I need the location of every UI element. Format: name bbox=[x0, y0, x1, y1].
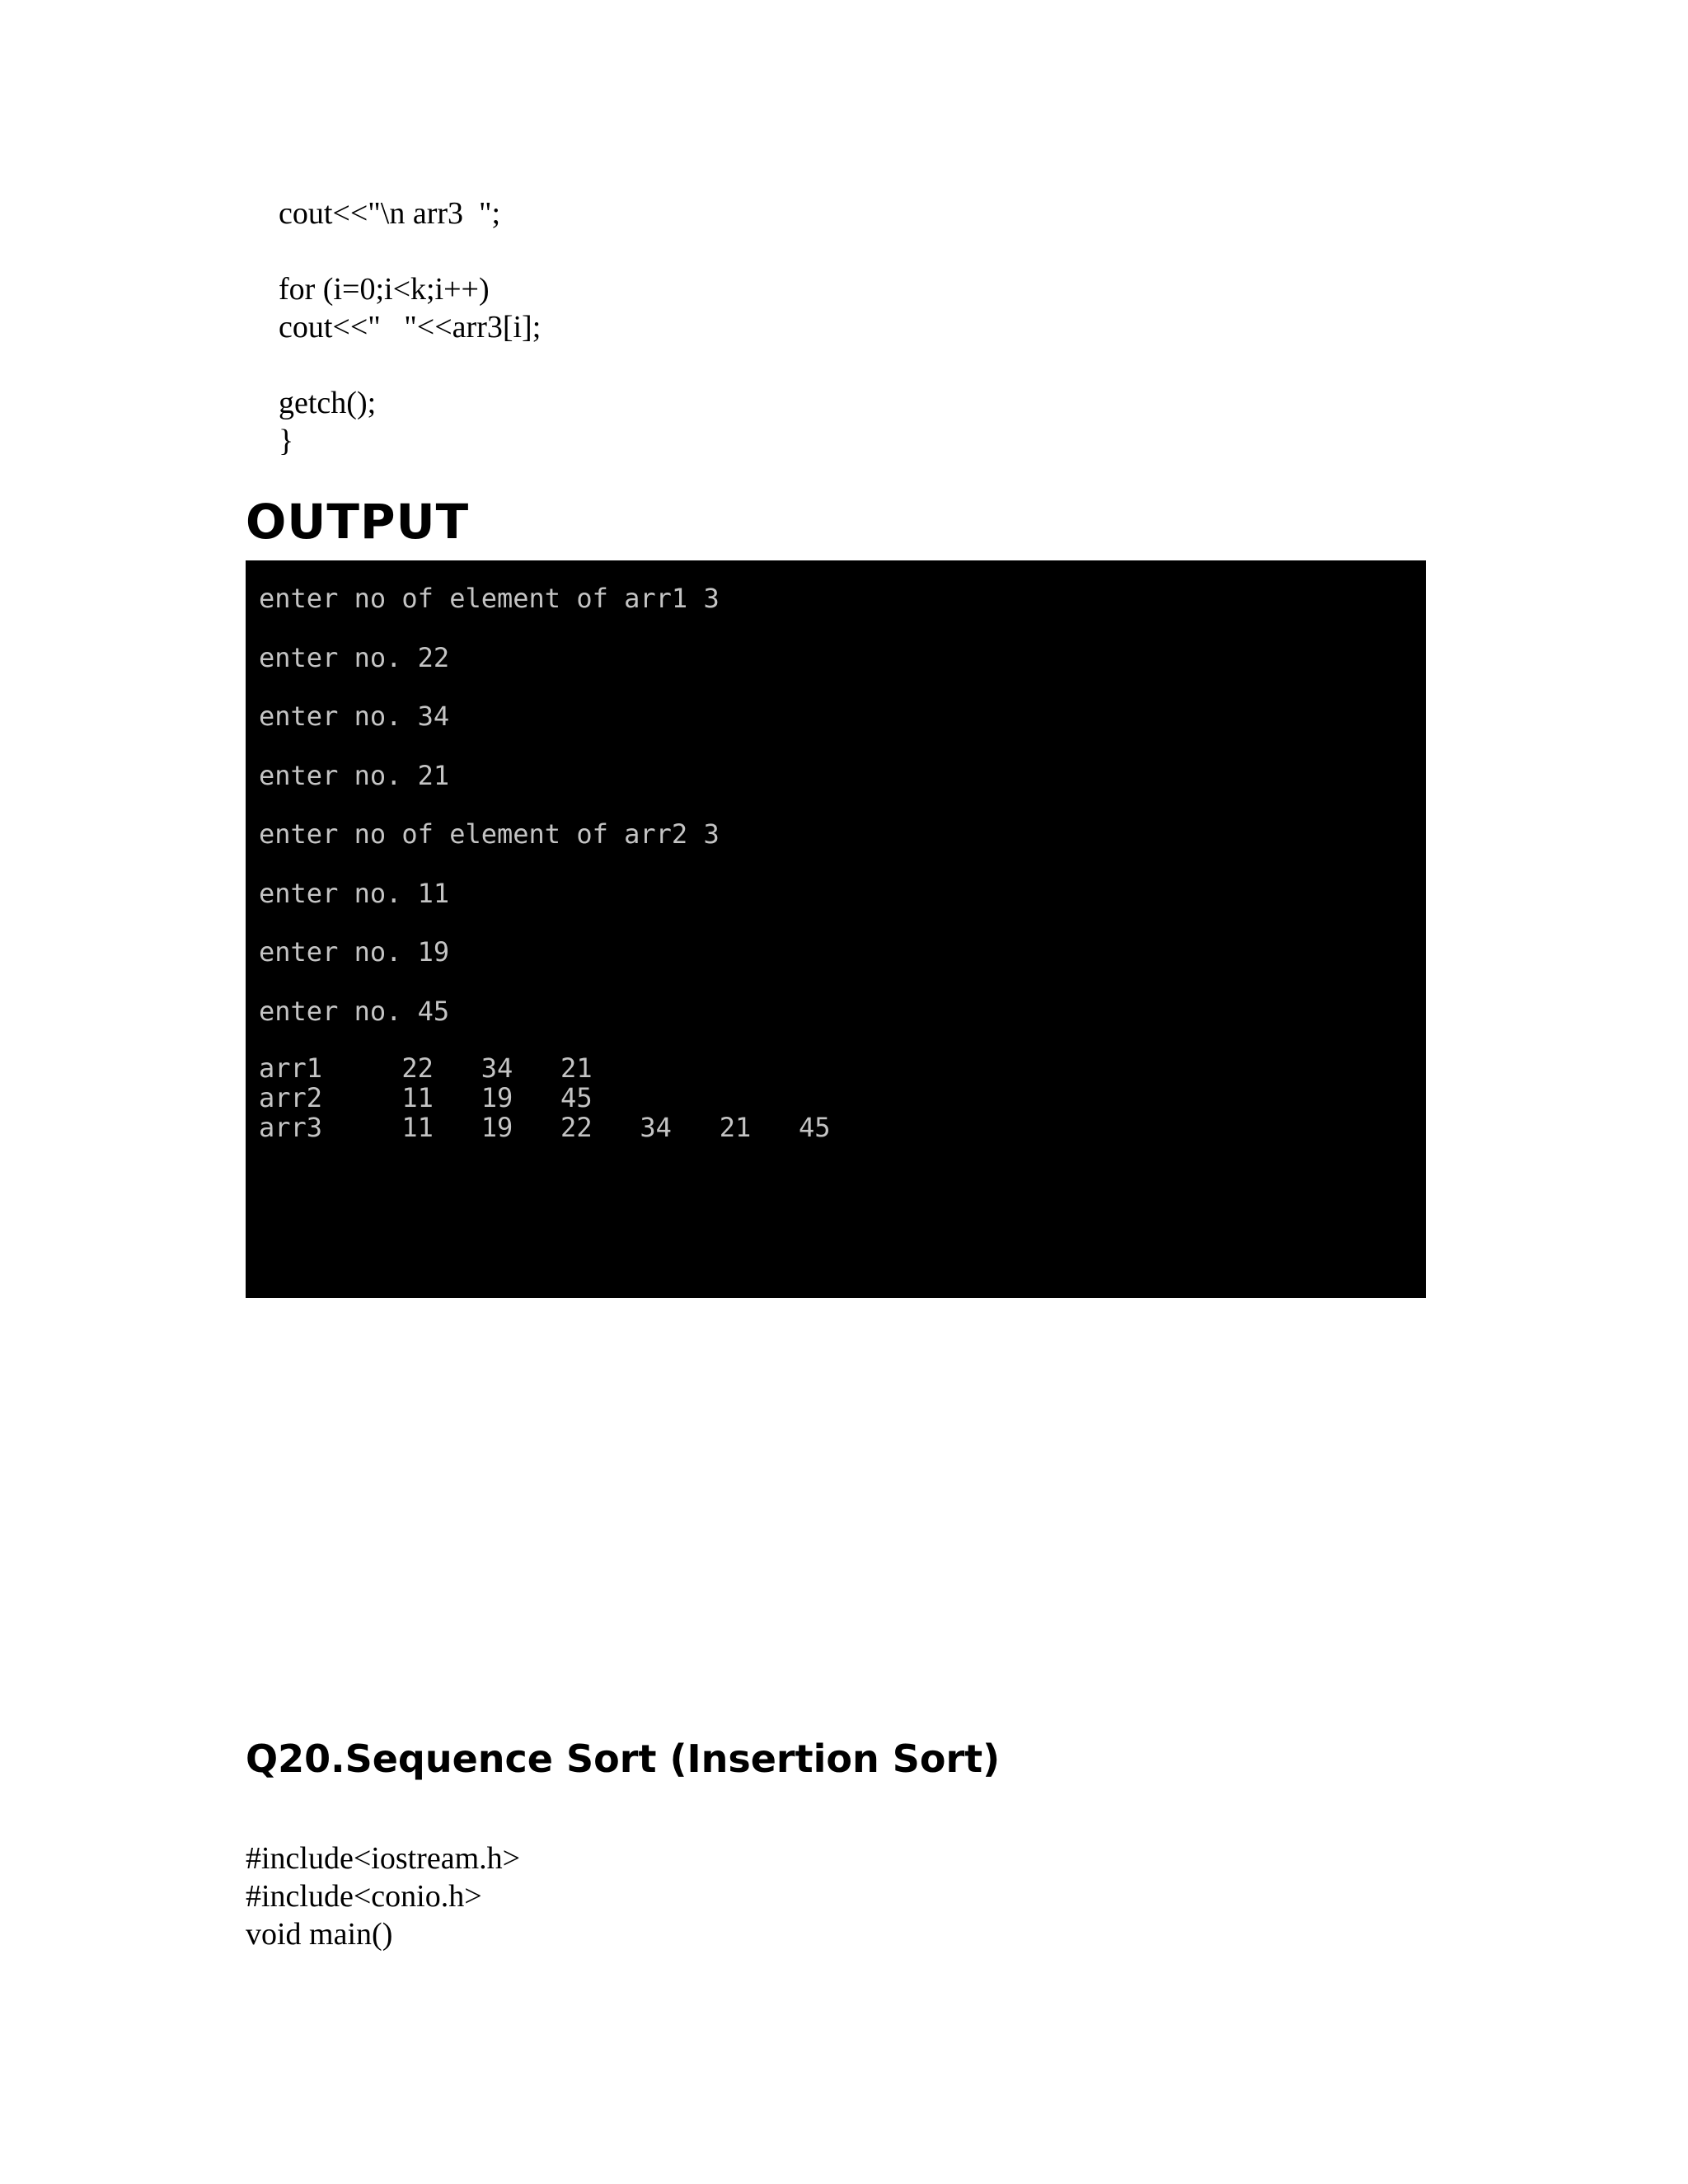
console-output-screenshot bbox=[246, 560, 1426, 1298]
code-line: for (i=0;i<k;i++) bbox=[279, 272, 490, 307]
code-blank-line bbox=[279, 232, 541, 270]
console-line: enter no of element of arr1 3 bbox=[259, 583, 720, 614]
console-line: enter no. 34 bbox=[259, 701, 450, 732]
code-line: #include<conio.h> bbox=[246, 1879, 482, 1914]
console-line: enter no. 19 bbox=[259, 936, 450, 968]
console-result-line: arr1 22 34 21 bbox=[259, 1052, 593, 1084]
code-blank-line bbox=[279, 346, 541, 384]
console-line: enter no. 45 bbox=[259, 995, 450, 1027]
console-line: enter no. 11 bbox=[259, 877, 450, 909]
output-heading: OUTPUT bbox=[246, 494, 470, 550]
console-line: enter no. 22 bbox=[259, 641, 450, 673]
console-result-line: arr3 11 19 22 34 21 45 bbox=[259, 1112, 831, 1143]
console-line: enter no of element of arr2 3 bbox=[259, 818, 720, 850]
console-line: enter no. 21 bbox=[259, 759, 450, 791]
code-snippet-top bbox=[279, 194, 541, 460]
code-line: void main() bbox=[246, 1917, 393, 1952]
code-line: #include<iostream.h> bbox=[246, 1841, 521, 1876]
code-line: cout<<" "<<arr3[i]; bbox=[279, 310, 542, 344]
code-line: cout<<"\n arr3 "; bbox=[279, 196, 501, 231]
section-heading: Q20.Sequence Sort (Insertion Sort) bbox=[246, 1736, 1001, 1781]
code-line: getch(); bbox=[279, 386, 377, 420]
console-result-line: arr2 11 19 45 bbox=[259, 1082, 593, 1113]
code-line: } bbox=[279, 424, 294, 458]
code-snippet-bottom bbox=[246, 1840, 520, 1953]
